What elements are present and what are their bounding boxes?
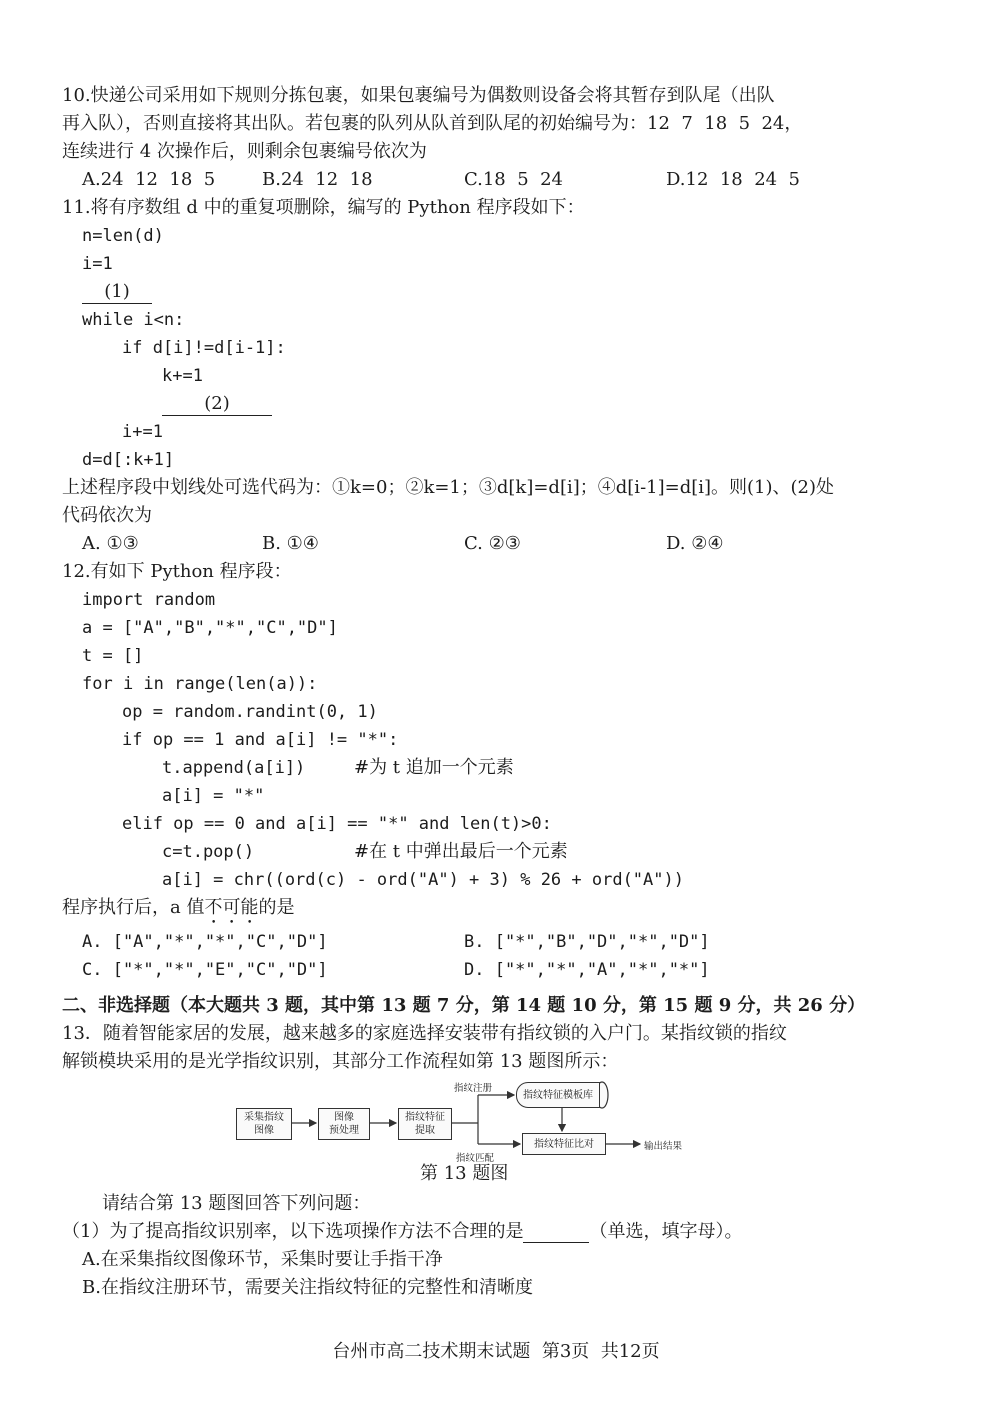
extract-label: 指纹特征 提取 (405, 1112, 445, 1136)
q11-stem: 11.将有序数组 d 中的重复项删除，编写的 Python 程序段如下： (62, 197, 585, 218)
q13-sub1-option-a: A.在采集指纹图像环节，采集时要让手指干净 (82, 1249, 443, 1270)
q12-question (62, 897, 294, 928)
output-label: 输出结果 (644, 1141, 683, 1152)
q12-code-line: t.append(a[i]) (162, 758, 306, 778)
answer-blank[interactable] (523, 1226, 589, 1243)
q12-code-line: c=t.pop() (162, 842, 255, 862)
q11-option-a: A. ①③ (82, 533, 139, 554)
q12-code-line: elif op == 0 and a[i] == "*" and len(t)>0: (122, 814, 552, 834)
q12-option-d: D. ["*","*","A","*","*"] (464, 960, 710, 980)
q11-code-line: while i<n: (82, 310, 185, 330)
q13-sub1-pre: （1）为了提高指纹识别率，以下选项操作方法不合理的是 (62, 1221, 524, 1242)
q11-code-line: i+=1 (122, 422, 163, 442)
q10-stem-line3: 连续进行 4 次操作后，则剩余包裹编号依次为 (62, 141, 427, 162)
q12-option-b: B. ["*","B","D","*","D"] (464, 932, 710, 952)
collect-image-label: 采集指纹 图像 (244, 1112, 284, 1136)
register-label: 指纹注册 (454, 1083, 493, 1094)
preprocess-box (318, 1108, 370, 1140)
q12-stem: 12.有如下 Python 程序段： (62, 561, 292, 582)
template-database (516, 1082, 600, 1108)
blank-1-label: (1) (82, 281, 152, 304)
q12-question-post: 的是 (258, 897, 295, 918)
q12-code-line: import random (82, 590, 216, 610)
template-database-label: 指纹特征模板库 (523, 1089, 593, 1101)
q12-question-emphasis: 不可能 (204, 897, 259, 918)
q11-option-b: B. ①④ (262, 533, 319, 554)
q12-option-c: C. ["*","*","E","C","D"] (82, 960, 328, 980)
compare-label: 指纹特征比对 (534, 1138, 594, 1150)
q10-option-b: B.24 12 18 (262, 169, 373, 190)
q12-comment-pop: #在 t 中弹出最后一个元素 (354, 841, 568, 862)
q10-option-a: A.24 12 18 5 (82, 169, 216, 190)
q12-code-line: if op == 1 and a[i] != "*": (122, 730, 399, 750)
q13-stem-line1: 13．随着智能家居的发展，越来越多的家庭选择安装带有指纹锁的入户门。某指纹锁的指纹 (62, 1023, 787, 1044)
q12-option-a: A. ["A","*","*","C","D"] (82, 932, 328, 952)
q11-code-line: if d[i]!=d[i-1]: (122, 338, 286, 358)
q12-question-pre: 程序执行后，a 值 (62, 897, 205, 918)
blank-2-label: (2) (162, 393, 272, 416)
q11-blank-1 (82, 281, 152, 304)
q11-blank-2 (162, 393, 272, 416)
q11-code-line: k+=1 (162, 366, 203, 386)
q13-sub1 (62, 1221, 742, 1243)
q11-option-d: D. ②④ (666, 533, 724, 554)
match-label: 指纹匹配 (456, 1153, 495, 1164)
q13-sub1-option-b: B.在指纹注册环节，需要关注指纹特征的完整性和清晰度 (82, 1277, 533, 1298)
q13-sub1-post: （单选，填字母）。 (589, 1221, 743, 1242)
page-footer: 台州市高二技术期末试题 第3页 共12页 (332, 1341, 660, 1362)
collect-image-box (236, 1108, 292, 1140)
section2-header (62, 995, 865, 1017)
q12-code-line: a[i] = "*" (162, 786, 265, 806)
q13-stem-line2: 解锁模块采用的是光学指纹识别，其部分工作流程如第 13 题图所示： (62, 1051, 619, 1072)
q12-code-line: a[i] = chr((ord(c) - ord("A") + 3) % 26 + ord("A")) (162, 870, 684, 890)
q12-code-line: t = [] (82, 646, 144, 666)
q11-code-line: i=1 (82, 254, 113, 274)
q13-flow-diagram (230, 1078, 700, 1164)
figure-caption: 第 13 题图 (420, 1163, 509, 1184)
q11-note-line1: 上述程序段中划线处可选代码为：①k=0；②k=1；③d[k]=d[i]；④d[i-1]=d[i]。则(1)、(2)处 (62, 477, 835, 498)
q11-code-line: n=len(d) (82, 226, 164, 246)
q10-stem-line1: 10.快递公司采用如下规则分拣包裹，如果包裹编号为偶数则设备会将其暂存到队尾（出队 (62, 85, 775, 106)
q12-comment-append: #为 t 追加一个元素 (354, 757, 514, 778)
extract-box (398, 1108, 452, 1140)
section2-title: 二、非选择题 (62, 995, 170, 1016)
q11-code-line: d=d[:k+1] (82, 450, 175, 470)
q12-code-line: for i in range(len(a)): (82, 674, 318, 694)
q10-option-d: D.12 18 24 5 (666, 169, 801, 190)
q10-stem-line2: 再入队），否则直接将其出队。若包裹的队列从队首到队尾的初始编号为：12 7 18 5 24， (62, 113, 803, 134)
q10-option-c: C.18 5 24 (464, 169, 563, 190)
compare-box (522, 1133, 606, 1155)
q12-code-line: op = random.randint(0, 1) (122, 702, 378, 722)
q12-code-line: a = ["A","B","*","C","D"] (82, 618, 338, 638)
q13-prompt: 请结合第 13 题图回答下列问题： (102, 1193, 371, 1214)
q11-option-c: C. ②③ (464, 533, 521, 554)
section2-detail: （本大题共 3 题，其中第 13 题 7 分，第 14 题 10 分，第 15 题 9 分，共 26 分） (170, 995, 866, 1016)
preprocess-label: 图像 预处理 (329, 1112, 359, 1136)
q11-note-line2: 代码依次为 (62, 505, 152, 526)
